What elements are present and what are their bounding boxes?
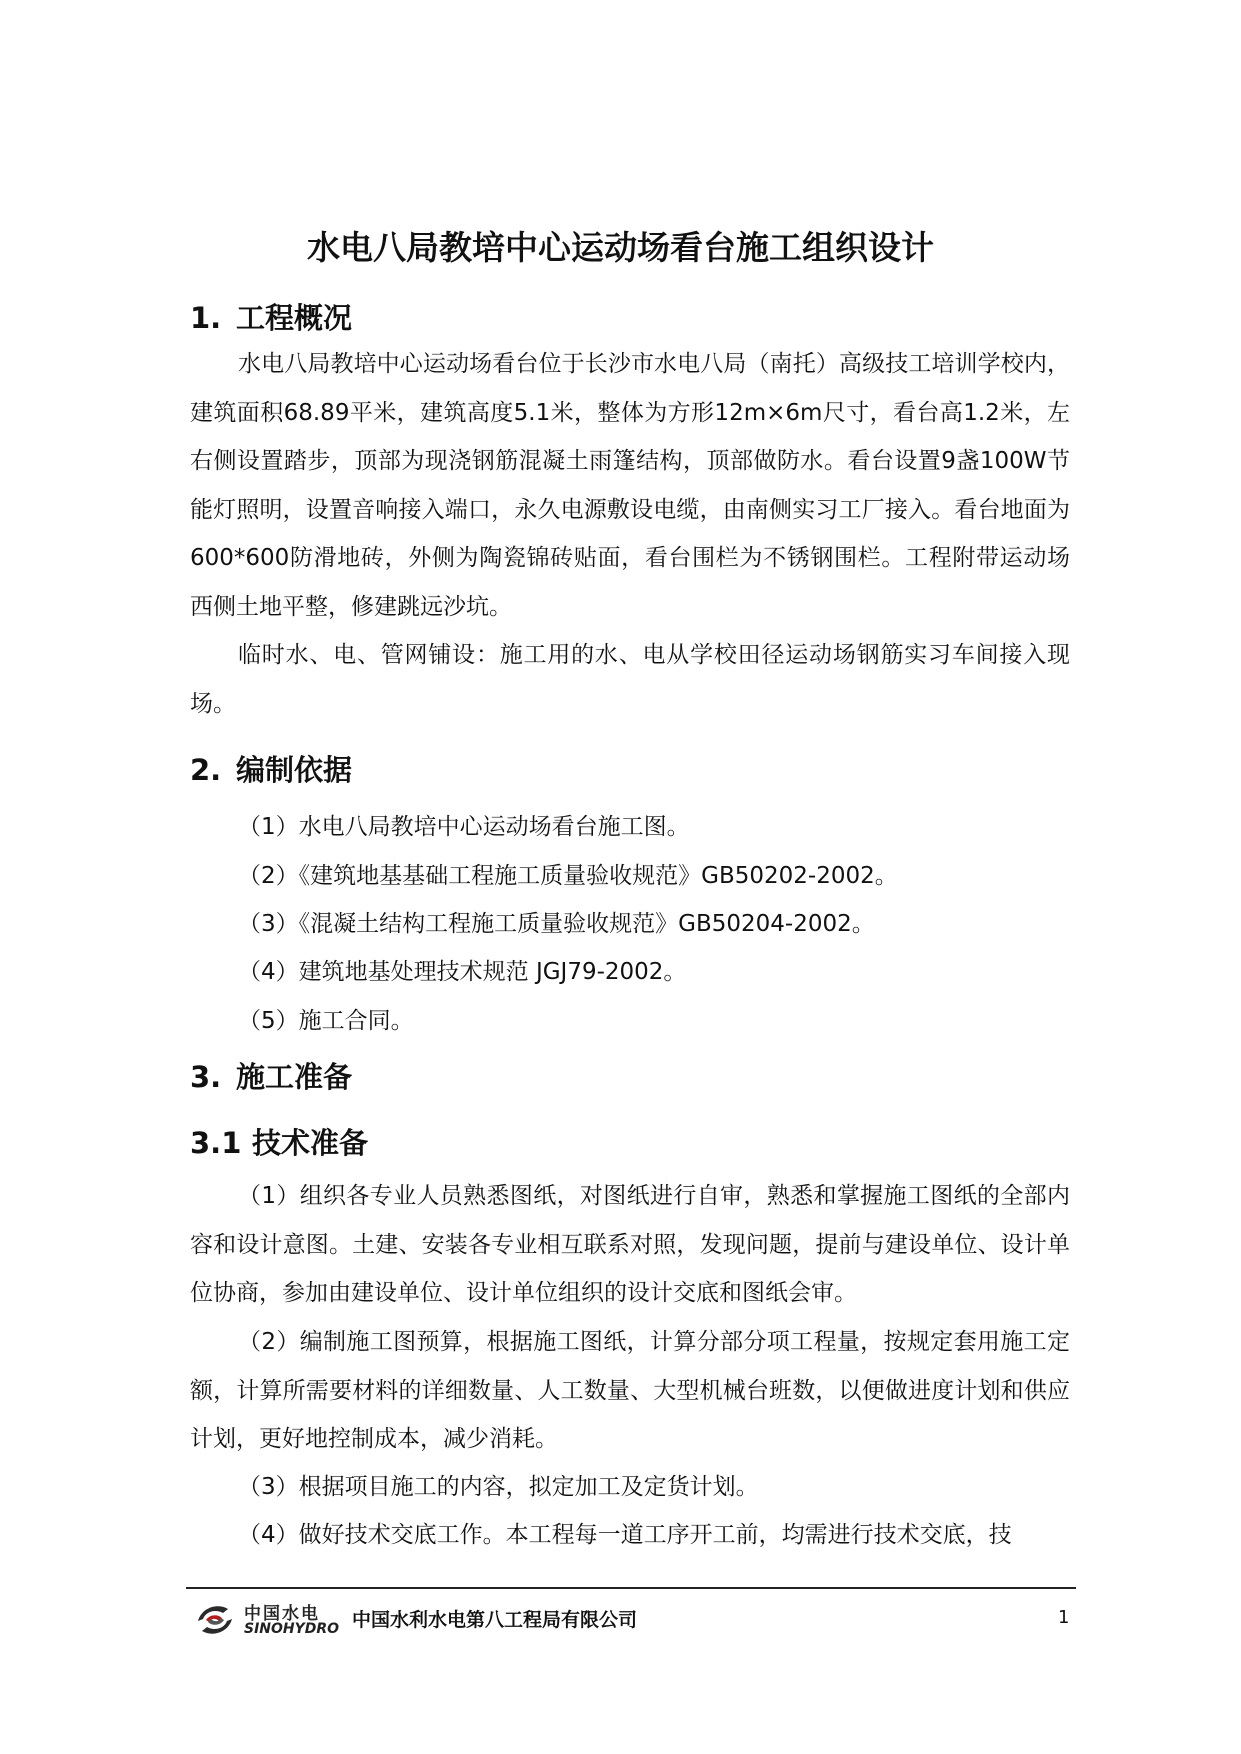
logo-chinese-text: 中国水电 bbox=[244, 1604, 320, 1624]
section-number: 1. bbox=[190, 301, 222, 335]
section-number: 3. bbox=[190, 1060, 222, 1094]
reference-item: （4）建筑地基处理技术规范 JGJ79-2002。 bbox=[238, 959, 687, 985]
section-number: 3.1 bbox=[190, 1126, 242, 1160]
section-heading-1 bbox=[190, 296, 352, 337]
page-number: 1 bbox=[1058, 1607, 1070, 1628]
paragraph: （1）组织各专业人员熟悉图纸，对图纸进行自审，熟悉和掌握施工图纸的全部内容和设计意图。土建、安装各专业相互联系对照，发现问题，提前与建设单位、设计单位协商，参加由建设单位、设计单位组织的设计交底和图纸会审。 bbox=[190, 1183, 1070, 1306]
reference-item: （3）《混凝土结构工程施工质量验收规范》GB50204-2002。 bbox=[238, 911, 875, 937]
section-number: 2. bbox=[190, 753, 222, 787]
section-title: 技术准备 bbox=[252, 1126, 369, 1160]
subsection-heading-3-1 bbox=[190, 1121, 368, 1162]
reference-item: （5）施工合同。 bbox=[238, 1008, 414, 1034]
paragraph: （3）根据项目施工的内容，拟定加工及定货计划。 bbox=[238, 1474, 759, 1500]
logo-english-text: SINOHYDRO bbox=[244, 1621, 340, 1637]
section-title: 施工准备 bbox=[236, 1060, 353, 1094]
sinohydro-logo bbox=[192, 1597, 340, 1643]
section-title: 编制依据 bbox=[236, 753, 353, 787]
company-name: 中国水利水电第八工程局有限公司 bbox=[352, 1609, 638, 1631]
reference-item: （2）《建筑地基基础工程施工质量验收规范》GB50202-2002。 bbox=[238, 863, 898, 889]
sinohydro-emblem-icon bbox=[192, 1599, 238, 1641]
reference-item: （1）水电八局教培中心运动场看台施工图。 bbox=[238, 814, 690, 840]
paragraph: （4）做好技术交底工作。本工程每一道工序开工前，均需进行技术交底，技 bbox=[238, 1522, 1012, 1548]
paragraph: 临时水、电、管网铺设：施工用的水、电从学校田径运动场钢筋实习车间接入现场。 bbox=[190, 642, 1070, 717]
section-heading-2 bbox=[190, 748, 352, 789]
document-title: 水电八局教培中心运动场看台施工组织设计 bbox=[307, 228, 934, 267]
paragraph: （2）编制施工图预算，根据施工图纸，计算分部分项工程量，按规定套用施工定额，计算所需要材料的详细数量、人工数量、大型机械台班数，以便做进度计划和供应计划，更好地控制成本，减少消耗。 bbox=[190, 1329, 1070, 1452]
section-title: 工程概况 bbox=[236, 301, 353, 335]
section-heading-3 bbox=[190, 1055, 352, 1096]
footer-divider bbox=[186, 1587, 1076, 1589]
paragraph: 水电八局教培中心运动场看台位于长沙市水电八局（南托）高级技工培训学校内，建筑面积68.89平米，建筑高度5.1米，整体为方形12m×6m尺寸，看台高1.2米，左右侧设置踏步，顶部为现浇钢筋混凝土雨篷结构，顶部做防水。看台设置9盏100W节能灯照明，设置音响接入端口，永久电源敷设电缆，由南侧实习工厂接入。看台地面为600*600防滑地砖，外侧为陶瓷锦砖贴面，看台围栏为不锈钢围栏。工程附带运动场西侧土地平整，修建跳远沙坑。 bbox=[190, 351, 1070, 620]
